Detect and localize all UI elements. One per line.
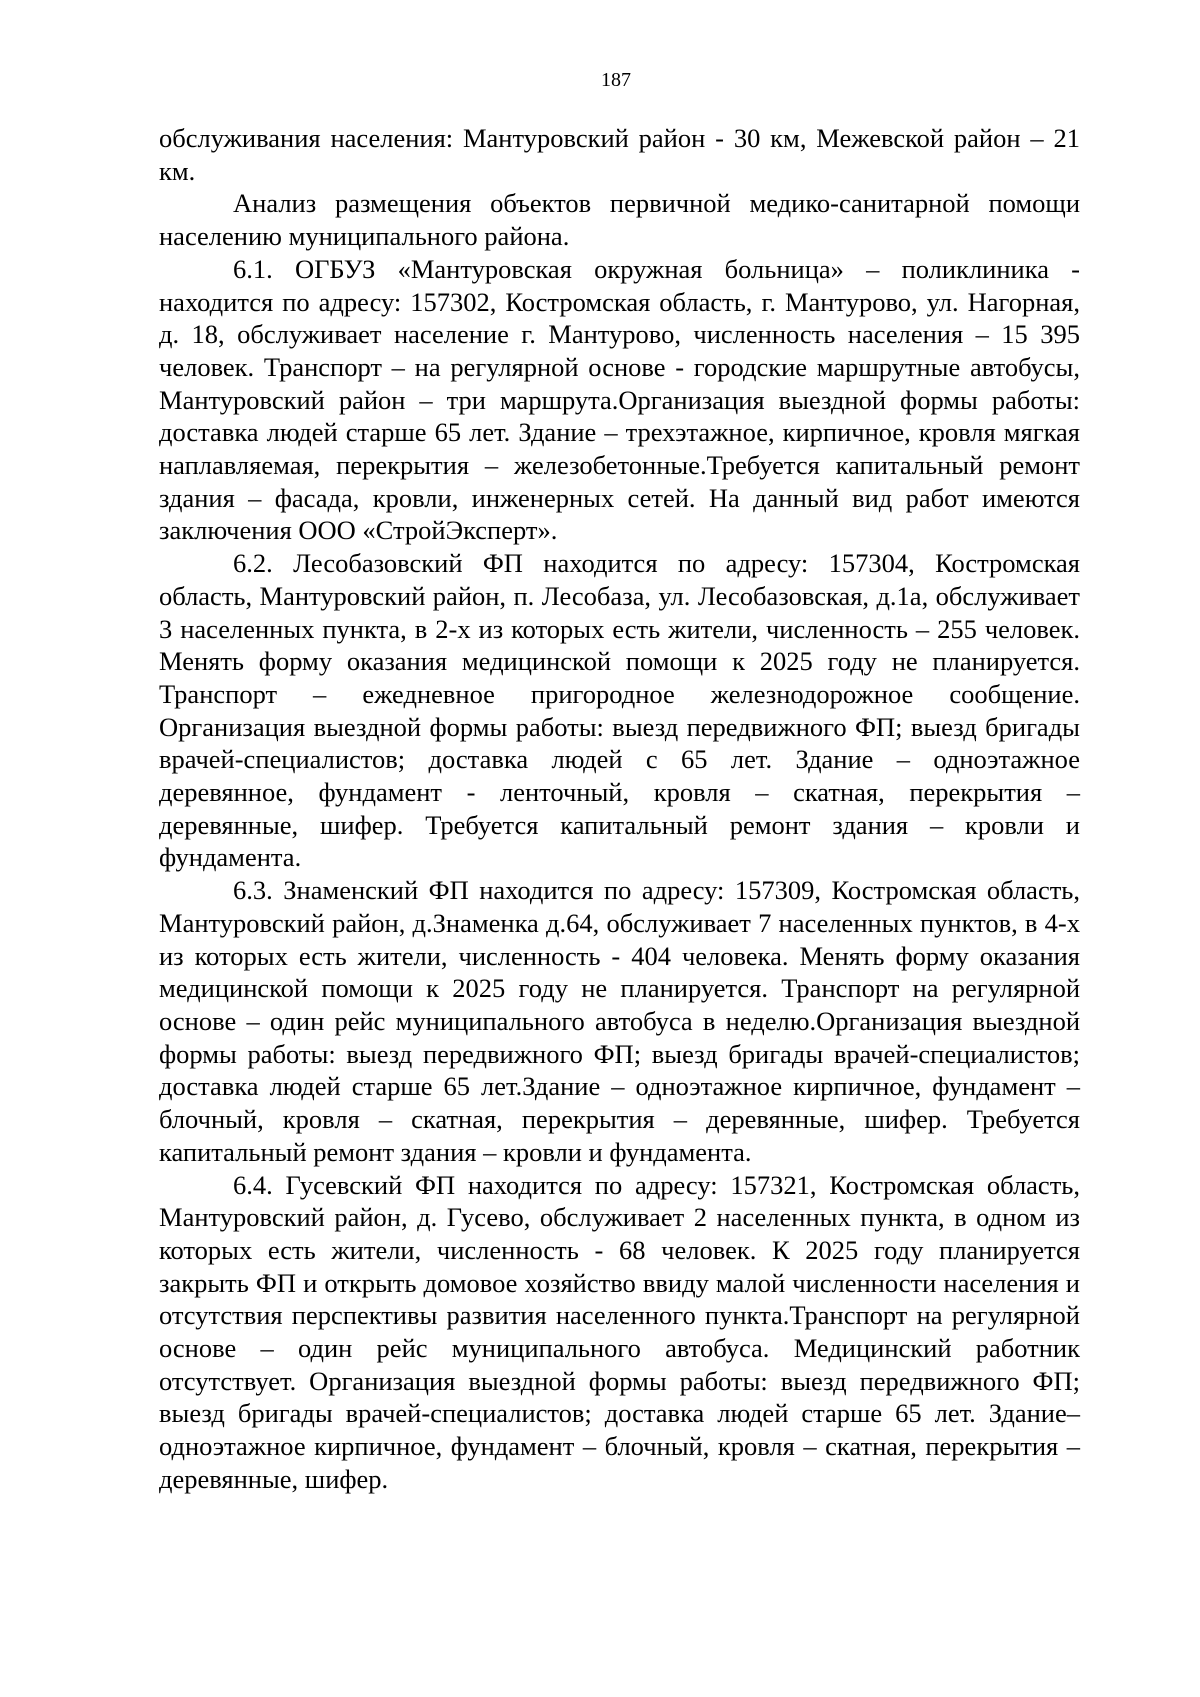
document-body xyxy=(159,122,1080,1496)
paragraph: 6.4. Гусевский ФП находится по адресу: 157321, Костромская область, Мантуровский район, д. Гусево, обслуживает 2 населенных пункта, в одном из которых есть жители, численность - 68 человек. К 2025 году планируется закрыть ФП и открыть домовое хозяйство ввиду малой численности населения и отсутствия перспективы развития населенного пункта.Транспорт на регулярной основе – один рейс муниципального автобуса. Медицинский работник отсутствует. Организация выездной формы работы: выезд передвижного ФП; выезд бригады врачей-специалистов; доставка людей старше 65 лет. Здание– одноэтажное кирпичное, фундамент – блочный, кровля – скатная, перекрытия –деревянные, шифер. xyxy=(159,1169,1080,1494)
paragraph: 6.2. Лесобазовский ФП находится по адресу: 157304, Костромская область, Мантуровский район, п. Лесобаза, ул. Лесобазовская, д.1а, обслуживает 3 населенных пункта, в 2-х из которых есть жители, численность – 255 человек. Менять форму оказания медицинской помощи к 2025 году не планируется. Транспорт – ежедневное пригородное железнодорожное сообщение. Организация выездной формы работы: выезд передвижного ФП; выезд бригады врачей-специалистов; доставка людей с 65 лет. Здание – одноэтажное деревянное, фундамент - ленточный, кровля – скатная, перекрытия – деревянные, шифер. Требуется капитальный ремонт здания – кровли и фундамента. xyxy=(159,548,1080,873)
page-number: 187 xyxy=(601,69,631,91)
paragraph: обслуживания населения: Мантуровский район - 30 км, Межевской район – 21 км. xyxy=(159,123,1080,186)
paragraph: 6.3. Знаменский ФП находится по адресу: 157309, Костромская область, Мантуровский район, д.Знаменка д.64, обслуживает 7 населенных пунктов, в 4-х из которых есть жители, численность - 404 человека. Менять форму оказания медицинской помощи к 2025 году не планируется. Транспорт на регулярной основе – один рейс муниципального автобуса в неделю.Организация выездной формы работы: выезд передвижного ФП; выезд бригады врачей-специалистов; доставка людей старше 65 лет.Здание – одноэтажное кирпичное, фундамент – блочный, кровля – скатная, перекрытия – деревянные, шифер. Требуется капитальный ремонт здания – кровли и фундамента. xyxy=(159,875,1080,1167)
paragraph: Анализ размещения объектов первичной медико-санитарной помощи населению муниципального района. xyxy=(159,188,1080,252)
paragraph: 6.1. ОГБУЗ «Мантуровская окружная больница» – поликлиника - находится по адресу: 157302, Костромская область, г. Мантурово, ул. Нагорная, д. 18, обслуживает население г. Мантурово, численность населения – 15 395 человек. Транспорт – на регулярной основе - городские маршрутные автобусы, Мантуровский район – три маршрута.Организация выездной формы работы: доставка людей старше 65 лет. Здание – трехэтажное, кирпичное, кровля мягкая наплавляемая, перекрытия – железобетонные.Требуется капитальный ремонт здания – фасада, кровли, инженерных сетей. На данный вид работ имеются заключения ООО «СтройЭксперт». xyxy=(159,253,1080,546)
